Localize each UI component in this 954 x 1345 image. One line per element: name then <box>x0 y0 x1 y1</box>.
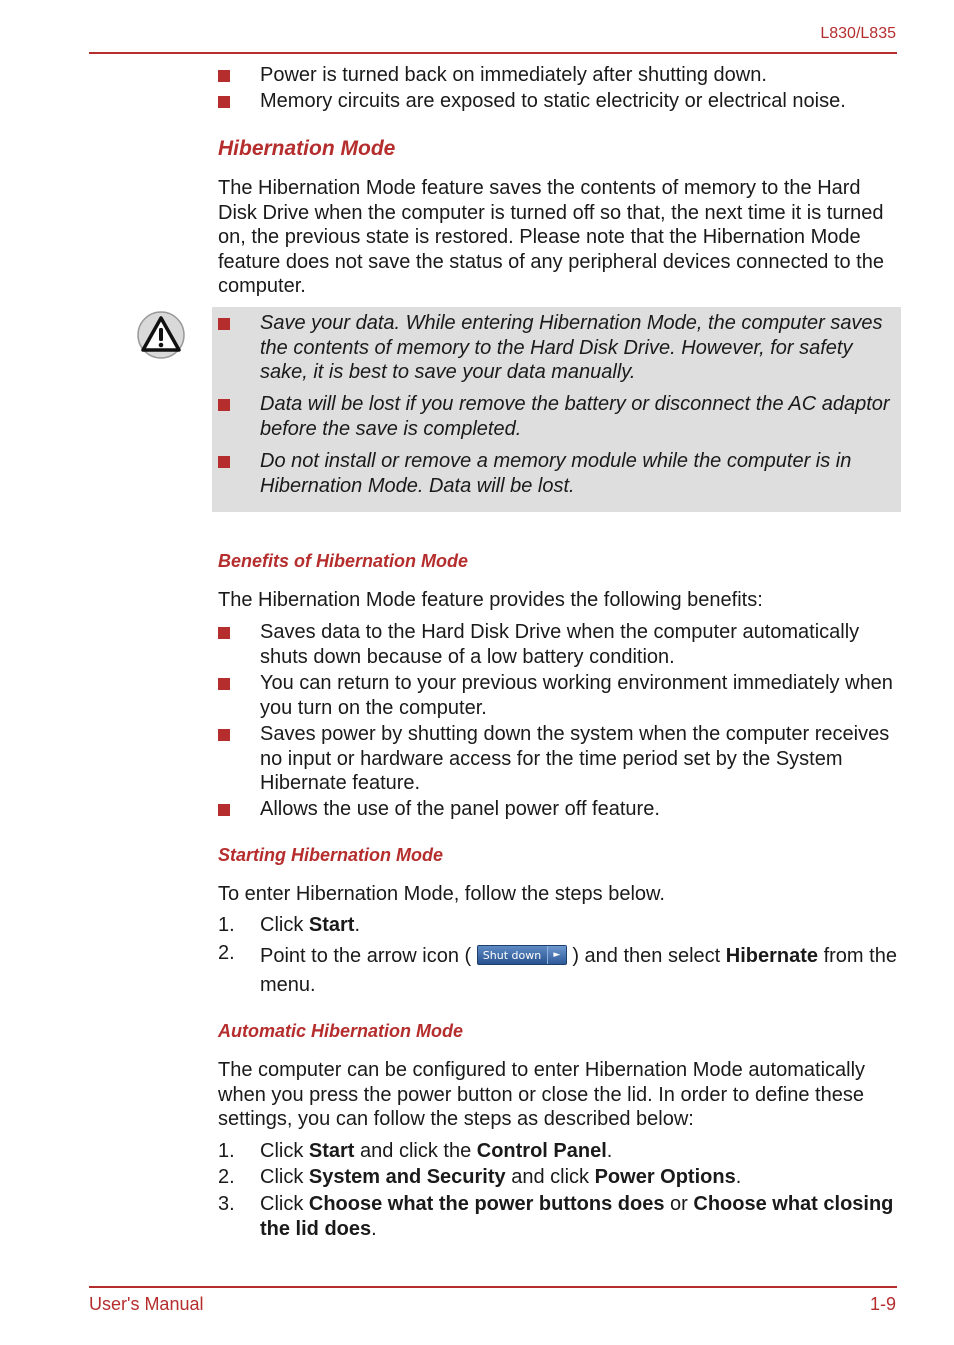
bullet-square-icon <box>218 804 230 816</box>
automatic-paragraph: The computer can be configured to enter Hibernation Mode automatically when you press the power button or close the lid. In order to define these settings, you can follow the steps as described below: <box>218 1059 866 1130</box>
step-item: 2. Point to the arrow icon ( Shut down ► ) and then select Hibernate from the menu. <box>218 942 897 996</box>
bullet-square-icon <box>218 456 230 468</box>
section-heading: Hibernation Mode <box>218 137 396 160</box>
list-item: Power is turned back on immediately after shutting down. <box>218 63 898 88</box>
caution-box <box>212 307 901 512</box>
section-heading: Benefits of Hibernation Mode <box>218 551 469 571</box>
list-item: Allows the use of the panel power off feature. <box>218 797 898 822</box>
list-item: Save your data. While entering Hibernation Mode, the computer saves the contents of memory to the Hard Disk Drive. However, for safety sake, it is best to save your data manually. <box>218 311 898 385</box>
hibernation-paragraph: The Hibernation Mode feature saves the contents of memory to the Hard Disk Drive when the computer is turned off so that, the next time it is turned on, the previous state is restored. Please note that the Hibernation Mode feature does not save the status of any peripheral devices connected to the computer. <box>218 177 884 297</box>
footer-rule <box>89 1286 897 1288</box>
bullet-square-icon <box>218 678 230 690</box>
list-item: Saves power by shutting down the system when the computer receives no input or hardware access for the time period set by the System Hibernate feature. <box>218 722 898 796</box>
bullet-square-icon <box>218 729 230 741</box>
shutdown-button[interactable]: Shut down ► <box>477 945 567 965</box>
list-item: Memory circuits are exposed to static electricity or electrical noise. <box>218 89 898 114</box>
list-item: Saves data to the Hard Disk Drive when the computer automatically shuts down because of a low battery condition. <box>218 620 898 669</box>
bullet-square-icon <box>218 318 230 330</box>
page-number: 1-9 <box>869 1294 896 1314</box>
section-heading: Starting Hibernation Mode <box>218 845 443 865</box>
bullet-square-icon <box>218 70 230 82</box>
list-item: Data will be lost if you remove the battery or disconnect the AC adaptor before the save is completed. <box>218 392 898 441</box>
benefits-intro: The Hibernation Mode feature provides the following benefits: <box>218 589 763 611</box>
warning-triangle-icon <box>136 310 186 360</box>
step-item: 3. Click Choose what the power buttons does or Choose what closing the lid does. <box>218 1193 894 1240</box>
list-item: You can return to your previous working environment immediately when you turn on the computer. <box>218 671 898 720</box>
bullet-square-icon <box>218 399 230 411</box>
arrow-right-icon[interactable]: ► <box>547 946 566 964</box>
header-rule <box>89 52 897 54</box>
step-item: 1. Click Start. <box>218 914 361 936</box>
bullet-square-icon <box>218 96 230 108</box>
step-item: 1. Click Start and click the Control Panel. <box>218 1140 613 1162</box>
starting-intro: To enter Hibernation Mode, follow the steps below. <box>218 883 665 905</box>
step-item: 2. Click System and Security and click Power Options. <box>218 1166 742 1188</box>
bullet-square-icon <box>218 627 230 639</box>
header-model: L830/L835 <box>820 25 896 42</box>
footer-manual-title: User's Manual <box>89 1294 204 1314</box>
list-item: Do not install or remove a memory module while the computer is in Hibernation Mode. Data will be lost. <box>218 449 898 498</box>
section-heading: Automatic Hibernation Mode <box>218 1021 464 1041</box>
